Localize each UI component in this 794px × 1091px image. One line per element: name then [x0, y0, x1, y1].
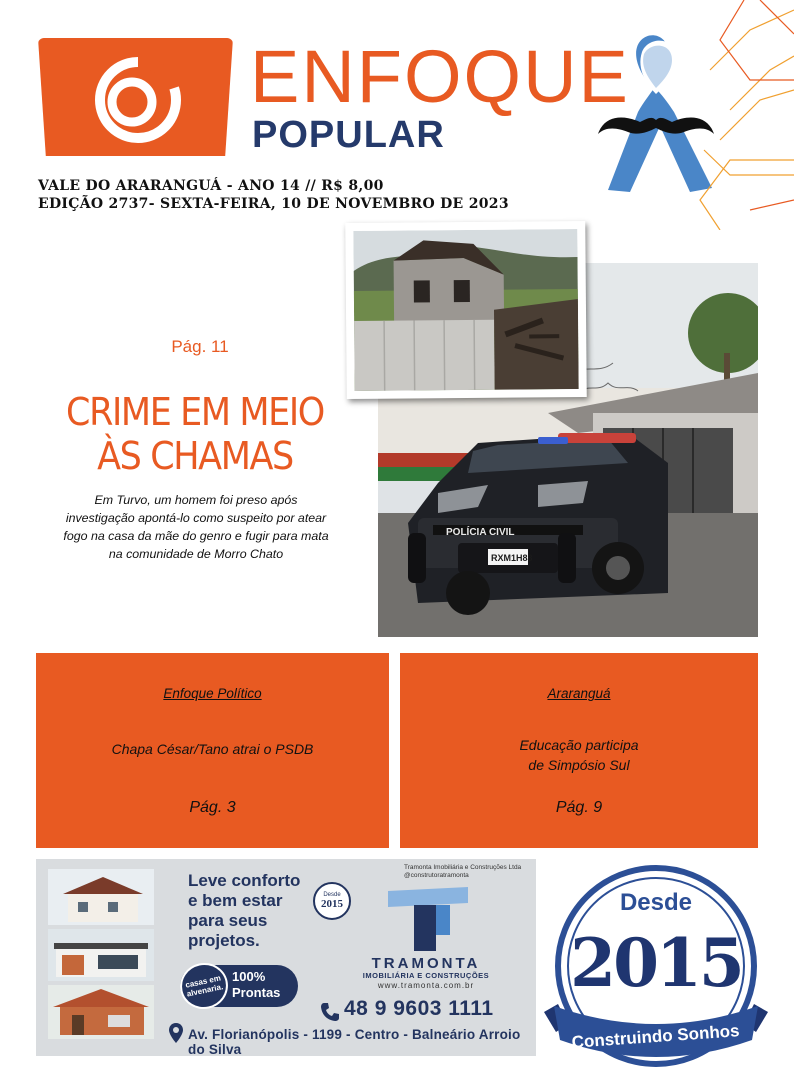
ad-brand-subtitle: IMOBILIÁRIA E CONSTRUÇÕES — [362, 971, 490, 980]
ad-copy-line: projetos. — [188, 931, 260, 950]
decorative-line-pattern — [690, 0, 794, 230]
ad-copy-line: para seus — [188, 911, 268, 930]
ad-phone-number[interactable]: 48 9 9603 1111 — [344, 997, 494, 1020]
teaser-story: Chapa César/Tano atrai o PSDB — [111, 741, 314, 757]
ad-address: Av. Florianópolis - 1199 - Centro - Balneário Arroio do Silva — [188, 1027, 521, 1056]
teaser-page-ref: Pág. 3 — [189, 799, 236, 816]
ad-headline — [188, 871, 328, 951]
ad-pill-percent: 100% — [232, 969, 266, 984]
teaser-box-ararangua[interactable] — [400, 653, 758, 848]
brand-title: ENFOQUE — [250, 35, 630, 118]
main-headline: CRIME EM MEIO ÀS CHAMAS — [66, 390, 324, 478]
ad-pill-text — [232, 969, 280, 1001]
seal-year: 2015 — [570, 924, 742, 1002]
tramonta-advertisement[interactable] — [36, 859, 536, 1056]
ad-badge-year: 2015 — [321, 898, 343, 910]
ad-copy-line: Leve conforto — [188, 871, 301, 890]
tramonta-logo-icon — [388, 887, 468, 953]
seal-top-text: Desde — [619, 889, 693, 916]
teaser-story-line: Educação participa — [519, 737, 639, 753]
main-story-page-ref: Pág. 11 — [171, 337, 229, 356]
teaser-story — [400, 735, 758, 775]
since-2015-seal — [538, 864, 774, 1080]
teaser-page-ref: Pág. 9 — [555, 799, 603, 816]
ad-ready-houses-badge — [180, 965, 298, 1007]
houses-photos — [48, 869, 154, 1039]
teaser-kicker: Enfoque Político — [163, 686, 262, 701]
teaser-box-politics[interactable] — [36, 653, 389, 848]
ad-copy-line: e bem estar — [188, 891, 283, 910]
edition-line-date: EDIÇÃO 2737- SEXTA-FEIRA, 10 DE NOVEMBRO DE 2023 — [38, 196, 509, 212]
ad-brand-name: TRAMONTA — [371, 955, 481, 972]
ad-since-badge — [312, 881, 352, 921]
ad-social-line: @construtoratramonta — [404, 872, 469, 879]
phone-icon — [319, 1001, 341, 1023]
ad-social-handles — [404, 864, 521, 880]
burned-house-photo — [345, 221, 587, 399]
edition-line-region-price: VALE DO ARARANGUÁ - ANO 14 // R$ 8,00 — [38, 178, 384, 194]
eye-logo-icon — [78, 40, 198, 160]
ad-badge-label: Desde — [323, 892, 341, 898]
burned-house-illustration — [353, 229, 578, 391]
teaser-kicker: Araranguá — [547, 686, 611, 701]
seal-banner-text: Construindo Sonhos — [571, 1021, 741, 1052]
teaser-story-line: de Simpósio Sul — [528, 757, 630, 773]
ad-website[interactable]: www.tramonta.com.br — [377, 981, 475, 990]
car-label: POLÍCIA CIVIL — [446, 527, 515, 538]
car-plate: RXM1H83 — [491, 553, 533, 563]
location-pin-icon — [168, 1022, 184, 1044]
brand-subtitle: POPULAR — [252, 114, 445, 156]
ad-pill-circle: casas em alvenaria. — [176, 959, 233, 1014]
main-story-deck: Em Turvo, um homem foi preso após investigação apontá-lo como suspeito por atear fogo na casa da mãe do genro e fugir para mata na comunidade de Morro Chato — [63, 493, 329, 561]
ad-social-line: Tramonta Imobiliária e Construções Ltda — [404, 864, 522, 871]
ad-pill-word: Prontas — [232, 985, 281, 1000]
